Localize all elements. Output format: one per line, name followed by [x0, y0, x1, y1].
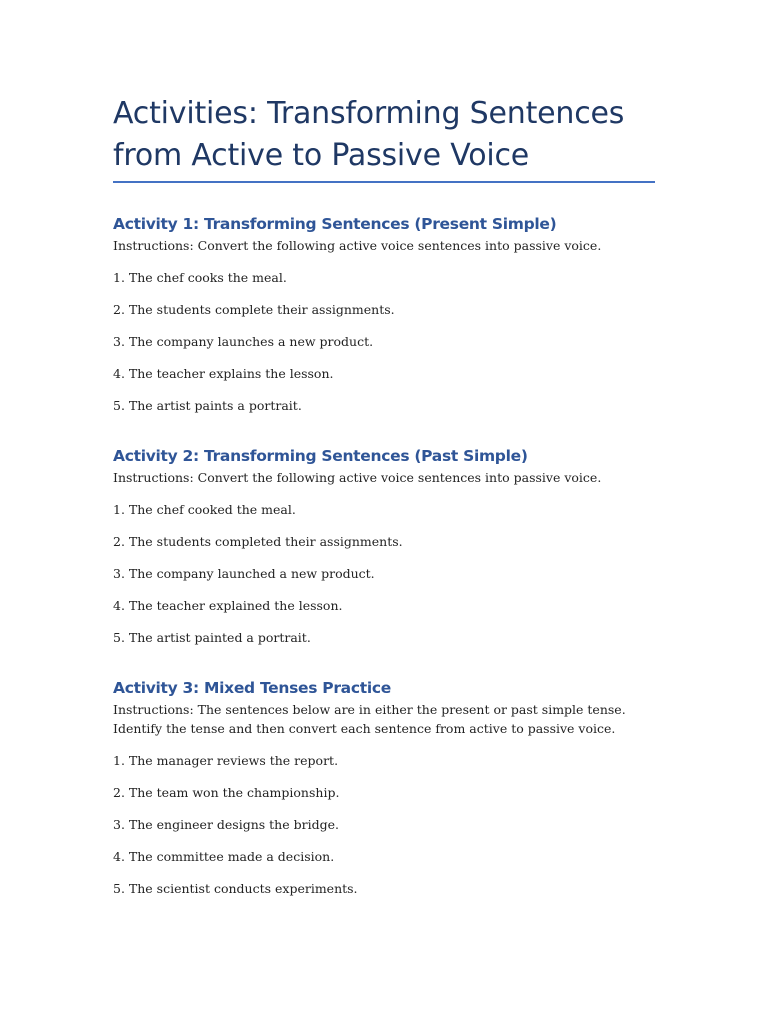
document-title: Activities: Transforming Sentences from Active to Passive Voice — [113, 96, 625, 173]
list-item: 3. The engineer designs the bridge. — [113, 817, 339, 832]
list-item: 4. The teacher explains the lesson. — [113, 366, 334, 381]
document-page — [113, 93, 655, 898]
section-heading: Activity 3: Mixed Tenses Practice — [113, 679, 391, 697]
list-item: 2. The team won the championship. — [113, 785, 340, 800]
list-item: 2. The students complete their assignments. — [113, 302, 395, 317]
list-item: 3. The company launches a new product. — [113, 334, 374, 349]
sentence-list — [113, 268, 655, 415]
section-heading: Activity 2: Transforming Sentences (Past Simple) — [113, 447, 528, 465]
section-instructions: Instructions: Convert the following active voice sentences into passive voice. — [113, 470, 602, 485]
section-instructions: Instructions: Convert the following active voice sentences into passive voice. — [113, 238, 602, 253]
list-item: 2. The students completed their assignments. — [113, 534, 403, 549]
list-item: 5. The artist painted a portrait. — [113, 630, 311, 645]
activity-section-3 — [113, 677, 655, 898]
title-divider — [113, 181, 655, 183]
sentence-list — [113, 500, 655, 647]
list-item: 5. The scientist conducts experiments. — [113, 881, 358, 896]
list-item: 4. The committee made a decision. — [113, 849, 335, 864]
sentence-list — [113, 751, 655, 898]
list-item: 5. The artist paints a portrait. — [113, 398, 302, 413]
activity-section-1 — [113, 213, 655, 415]
section-heading: Activity 1: Transforming Sentences (Present Simple) — [113, 215, 557, 233]
list-item: 1. The manager reviews the report. — [113, 753, 339, 768]
activity-section-2 — [113, 445, 655, 647]
list-item: 1. The chef cooks the meal. — [113, 270, 287, 285]
section-instructions: Instructions: The sentences below are in either the present or past simple tense. Identify the tense and then convert each sentence from active to passive voice. — [113, 702, 626, 736]
list-item: 3. The company launched a new product. — [113, 566, 375, 581]
list-item: 4. The teacher explained the lesson. — [113, 598, 343, 613]
list-item: 1. The chef cooked the meal. — [113, 502, 296, 517]
